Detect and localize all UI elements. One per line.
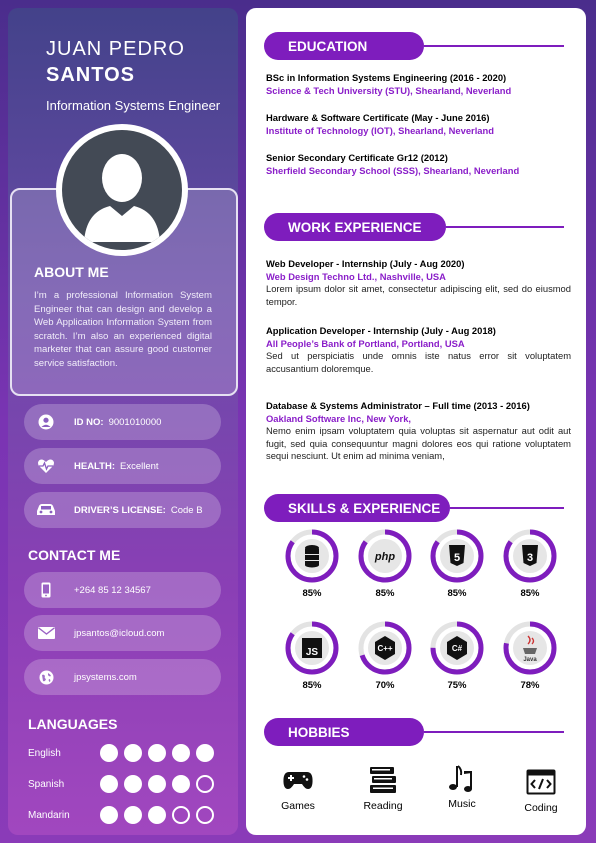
license-value: Code B: [170, 504, 203, 516]
avatar: [56, 124, 188, 256]
id-label: ID NO:: [74, 416, 104, 428]
skill-item: [429, 528, 485, 608]
entry-org: Science & Tech University (STU), Shearland, Neverland: [266, 84, 512, 96]
skill-percent-label: 85%: [520, 588, 540, 599]
about-me-heading: ABOUT ME: [34, 264, 109, 280]
work-experience-heading: WORK EXPERIENCE: [264, 213, 446, 241]
education-entry: [266, 152, 571, 177]
entry-org: Oakland Software Inc, New York,: [266, 412, 412, 424]
skill-percent-label: 85%: [302, 588, 322, 599]
entry-title: Database & Systems Administrator – Full time (2013 - 2016): [266, 400, 530, 411]
hobby-music: [432, 758, 492, 810]
id-badge-icon: [36, 414, 56, 430]
language-name: English: [28, 747, 61, 759]
drivers-license-pill: [24, 492, 221, 528]
education-divider: [424, 45, 564, 47]
svg-text:php: php: [374, 551, 396, 563]
skill-percent-label: 75%: [447, 680, 467, 691]
skill-item: [429, 620, 485, 700]
entry-title: Senior Secondary Certificate Gr12 (2012): [266, 152, 448, 163]
language-row-english: [28, 742, 228, 764]
level-dot-filled: [124, 806, 142, 824]
entry-title: Application Developer - Internship (July - Aug 2018): [266, 325, 496, 336]
id-value: 9001010000: [108, 416, 162, 428]
job-title: Information Systems Engineer: [46, 98, 221, 113]
education-entry: [266, 112, 571, 137]
website-pill[interactable]: [24, 659, 221, 695]
level-dot-empty: [196, 806, 214, 824]
main-content: [246, 8, 586, 835]
car-icon: [36, 503, 56, 517]
entry-title: Web Developer - Internship (July - Aug 2020): [266, 258, 465, 269]
health-label: HEALTH:: [74, 460, 115, 472]
entry-title: Hardware & Software Certificate (May - June 2016): [266, 112, 490, 123]
php-icon: [357, 528, 413, 584]
level-dot-filled: [124, 744, 142, 762]
health-value: Excellent: [119, 460, 159, 472]
level-dot-filled: [124, 775, 142, 793]
sidebar: [8, 8, 238, 835]
hobby-coding: [511, 762, 571, 814]
entry-org: Web Design Techno Ltd., Nashville, USA: [266, 270, 446, 282]
person-silhouette-icon: [62, 130, 182, 250]
language-row-spanish: [28, 773, 228, 795]
svg-text:C#: C#: [451, 644, 463, 653]
hobby-label: Reading: [363, 800, 403, 812]
level-dot-filled: [196, 744, 214, 762]
hobbies-heading: HOBBIES: [264, 718, 424, 746]
last-name: SANTOS: [46, 64, 135, 86]
email-value: jpsantos@icloud.com: [74, 627, 165, 639]
skill-percent-label: 85%: [302, 680, 322, 691]
music-notes-icon: [432, 758, 492, 798]
hobby-games: [268, 760, 328, 812]
education-entry: [266, 72, 571, 97]
code-window-icon: [511, 762, 571, 802]
level-dot-filled: [148, 806, 166, 824]
globe-icon: [36, 670, 56, 685]
books-icon: [353, 760, 413, 800]
level-dot-empty: [196, 775, 214, 793]
skill-item: [284, 528, 340, 608]
skill-item: [357, 620, 413, 700]
languages-heading: LANGUAGES: [28, 716, 118, 732]
work-divider: [446, 226, 564, 228]
skill-percent-label: 85%: [375, 588, 395, 599]
svg-text:3: 3: [526, 552, 534, 564]
skill-percent-label: 70%: [375, 680, 395, 691]
work-entry: [266, 400, 571, 463]
entry-org: Institute of Technology (IOT), Shearland, Neverland: [266, 124, 494, 136]
level-dot-filled: [172, 744, 190, 762]
heartbeat-icon: [36, 458, 56, 474]
level-dot-filled: [148, 744, 166, 762]
database-icon: [284, 528, 340, 584]
license-label: DRIVER’S LICENSE:: [74, 504, 166, 516]
entry-org: Sherfield Secondary School (SSS), Shearland, Neverland: [266, 164, 520, 176]
entry-description: Sed ut perspiciatis unde omnis iste natus error sit voluptatem accusantium doloremque.: [266, 350, 571, 374]
html5-icon: [429, 528, 485, 584]
entry-description: Nemo enim ipsam voluptatem quia voluptas sit aspernatur aut odit aut fugit, sed quia consequuntur magni dolores eos qui ratione voluptatem sequi nesciunt. Ut enim ad minima veniam,: [266, 425, 571, 461]
csharp-icon: [429, 620, 485, 676]
level-dot-empty: [172, 806, 190, 824]
level-dot-filled: [100, 775, 118, 793]
hobby-label: Coding: [524, 802, 558, 814]
javascript-icon: [284, 620, 340, 676]
skill-percent-label: 85%: [447, 588, 467, 599]
email-pill[interactable]: [24, 615, 221, 651]
level-dot-filled: [172, 775, 190, 793]
first-name: JUAN PEDRO: [46, 38, 185, 60]
level-dot-filled: [100, 744, 118, 762]
about-me-text: I’m a professional Information System Engineer that can design and develop a Web Application Information System from scratch. I’m also an experienced digital marketer that can assure good customer service satisfaction.: [34, 290, 212, 369]
skill-item: [502, 528, 558, 608]
phone-pill[interactable]: [24, 572, 221, 608]
phone-value: +264 85 12 34567: [74, 584, 151, 596]
java-icon: [502, 620, 558, 676]
skills-divider: [450, 507, 564, 509]
website-value: jpsystems.com: [74, 671, 137, 683]
skill-item: [284, 620, 340, 700]
css3-icon: [502, 528, 558, 584]
entry-org: All People’s Bank of Portland, Portland, USA: [266, 337, 465, 349]
hobby-label: Games: [281, 800, 315, 812]
entry-title: BSc in Information Systems Engineering (2016 - 2020): [266, 72, 507, 83]
language-row-mandarin: [28, 804, 228, 826]
id-number-pill: [24, 404, 221, 440]
skills-heading: SKILLS & EXPERIENCE: [264, 494, 450, 522]
language-name: Mandarin: [28, 809, 70, 821]
hobby-label: Music: [448, 798, 476, 810]
svg-text:Java: Java: [523, 657, 537, 663]
education-heading: EDUCATION: [264, 32, 424, 60]
hobbies-divider: [424, 731, 564, 733]
work-entry: [266, 325, 571, 375]
level-dot-filled: [148, 775, 166, 793]
skill-item: [357, 528, 413, 608]
phone-icon: [36, 582, 56, 598]
cplusplus-icon: [357, 620, 413, 676]
gamepad-icon: [268, 760, 328, 800]
language-name: Spanish: [28, 778, 65, 790]
skill-item: [502, 620, 558, 700]
hobby-reading: [353, 760, 413, 812]
entry-description: Lorem ipsum dolor sit amet, consectetur adipiscing elit, sed do eiusmod tempor.: [266, 283, 571, 307]
skill-percent-label: 78%: [520, 680, 540, 691]
svg-text:C++: C++: [377, 644, 393, 653]
level-dot-filled: [100, 806, 118, 824]
envelope-icon: [36, 627, 56, 639]
work-entry: [266, 258, 571, 308]
svg-text:5: 5: [453, 552, 461, 564]
svg-text:JS: JS: [305, 647, 319, 658]
health-pill: [24, 448, 221, 484]
contact-heading: CONTACT ME: [28, 547, 121, 563]
